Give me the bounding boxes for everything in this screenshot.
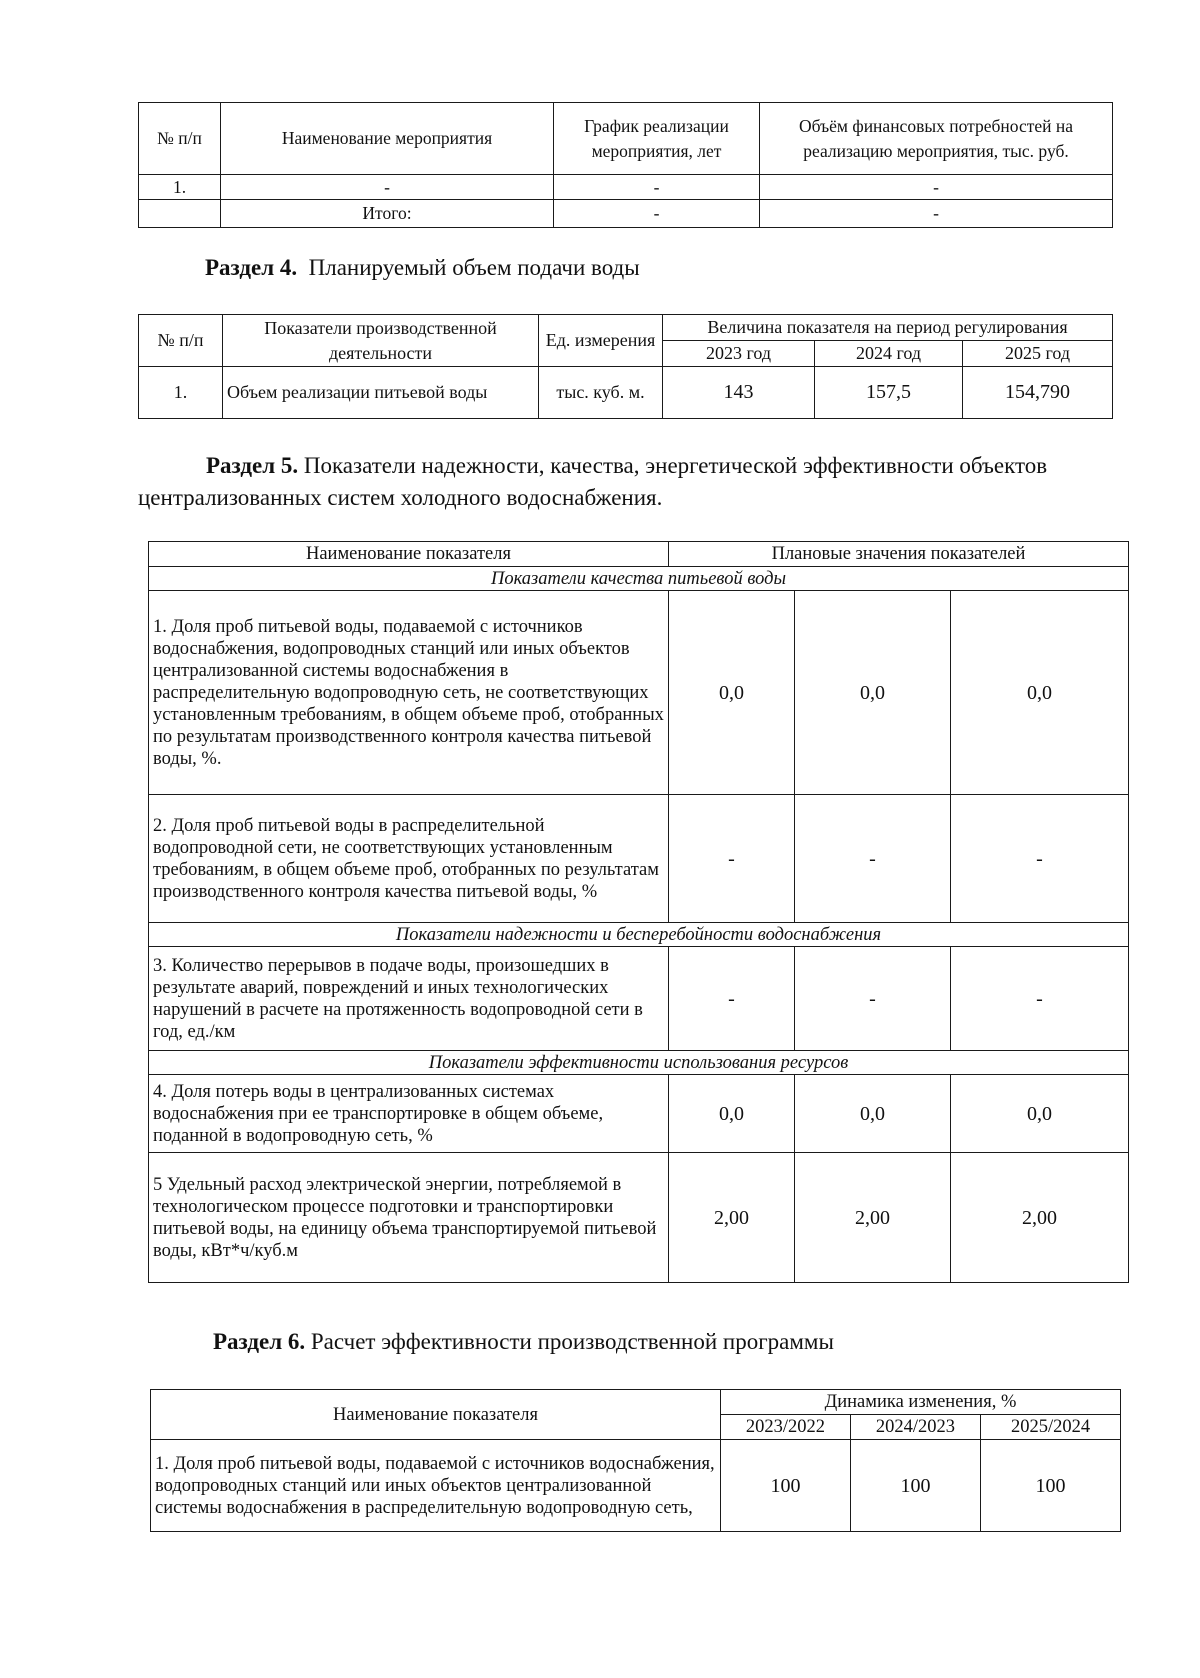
row-1-value-1: 100 (721, 1440, 851, 1532)
row-3-value-2: - (795, 947, 951, 1051)
section-4-title: Планируемый объем подачи воды (308, 255, 640, 280)
section-6-label: Раздел 6. (213, 1329, 306, 1354)
row-3-value-3: - (951, 947, 1129, 1051)
row-num: 1. (139, 367, 223, 419)
row-3-value-1: - (669, 947, 795, 1051)
header-unit: Ед. измерения (539, 315, 663, 367)
value-2025: 154,790 (963, 367, 1113, 419)
row-1-value-2: 100 (851, 1440, 981, 1532)
header-year-2025: 2025 год (963, 341, 1113, 367)
row-1-name: 1. Доля проб питьевой воды, подаваемой с источников водоснабжения, водопроводных станций или иных объектов централизованной системы водоснабжения в распределительную водопроводную сеть, не соответствующих установленным требованиям, в общем объеме проб, отобранных по результатам производственного контроля качества питьевой воды, %. (149, 591, 669, 795)
header-planned-values: Плановые значения показателей (669, 542, 1129, 567)
header-period: Величина показателя на период регулирования (663, 315, 1113, 341)
section-5-title: Показатели надежности, качества, энергетической эффективности объектов централизованных систем холодного водоснабжения. (138, 453, 1048, 510)
row-schedule: - (554, 175, 760, 200)
efficiency-table (150, 1389, 1121, 1532)
section-4-heading (205, 252, 640, 284)
value-2023: 143 (663, 367, 815, 419)
row-1-value-3: 0,0 (951, 591, 1129, 795)
indicators-table (148, 541, 1129, 1283)
row-5-value-1: 2,00 (669, 1153, 795, 1283)
value-2024: 157,5 (815, 367, 963, 419)
header-financial-volume: Объём финансовых потребностей на реализацию мероприятия, тыс. руб. (760, 103, 1113, 175)
row-num: 1. (139, 175, 221, 200)
total-label: Итого: (221, 200, 554, 228)
header-indicator-name: Наименование показателя (151, 1390, 721, 1440)
row-2-value-3: - (951, 795, 1129, 923)
measures-table (138, 102, 1113, 228)
header-num: № п/п (139, 103, 221, 175)
section-6-title: Расчет эффективности производственной программы (310, 1329, 834, 1354)
row-5-value-3: 2,00 (951, 1153, 1129, 1283)
group-efficiency: Показатели эффективности использования ресурсов (149, 1051, 1129, 1075)
row-5-name: 5 Удельный расход электрической энергии, потребляемой в технологическом процессе подготовки и транспортировки питьевой воды, на единицу объема транспортируемой питьевой воды, кВт*ч/куб.м (149, 1153, 669, 1283)
row-3-name: 3. Количество перерывов в подаче воды, произошедших в результате аварий, повреждений и иных технологических нарушений в расчете на протяженность водопроводной сети в год, ед./км (149, 947, 669, 1051)
header-measure-name: Наименование мероприятия (221, 103, 554, 175)
row-2-value-1: - (669, 795, 795, 923)
row-5-value-2: 2,00 (795, 1153, 951, 1283)
row-4-name: 4. Доля потерь воды в централизованных системах водоснабжения при ее транспортировке в общем объеме, поданной в водопроводную сеть, % (149, 1075, 669, 1153)
row-1-value-2: 0,0 (795, 591, 951, 795)
row-2-name: 2. Доля проб питьевой воды в распределительной водопроводной сети, не соответствующих установленным требованиям, в общем объеме проб, отобранных по результатам производственного контроля качества питьевой воды, % (149, 795, 669, 923)
section-5-label: Раздел 5. (206, 453, 299, 478)
row-1-value-3: 100 (981, 1440, 1121, 1532)
header-indicator: Показатели производственной деятельности (223, 315, 539, 367)
row-name: - (221, 175, 554, 200)
row-2-value-2: - (795, 795, 951, 923)
row-1-value-1: 0,0 (669, 591, 795, 795)
row-4-value-1: 0,0 (669, 1075, 795, 1153)
total-num-cell (139, 200, 221, 228)
header-indicator-name: Наименование показателя (149, 542, 669, 567)
row-4-value-2: 0,0 (795, 1075, 951, 1153)
header-period-2024-2023: 2024/2023 (851, 1415, 981, 1440)
row-indicator: Объем реализации питьевой воды (223, 367, 539, 419)
row-volume: - (760, 175, 1113, 200)
header-dynamics: Динамика изменения, % (721, 1390, 1121, 1415)
group-reliability: Показатели надежности и бесперебойности водоснабжения (149, 923, 1129, 947)
header-schedule: График реализации мероприятия, лет (554, 103, 760, 175)
section-5-heading (138, 450, 1118, 514)
total-schedule: - (554, 200, 760, 228)
header-year-2024: 2024 год (815, 341, 963, 367)
row-4-value-3: 0,0 (951, 1075, 1129, 1153)
row-unit: тыс. куб. м. (539, 367, 663, 419)
row-1-name: 1. Доля проб питьевой воды, подаваемой с источников водоснабжения, водопроводных станций или иных объектов централизованной системы водоснабжения в распределительную водопроводную сеть, (151, 1440, 721, 1532)
total-volume: - (760, 200, 1113, 228)
header-period-2023-2022: 2023/2022 (721, 1415, 851, 1440)
header-year-2023: 2023 год (663, 341, 815, 367)
section-6-heading (213, 1326, 834, 1358)
group-quality: Показатели качества питьевой воды (149, 567, 1129, 591)
header-period-2025-2024: 2025/2024 (981, 1415, 1121, 1440)
header-num: № п/п (139, 315, 223, 367)
section-4-label: Раздел 4. (205, 255, 298, 280)
water-supply-table (138, 314, 1113, 419)
